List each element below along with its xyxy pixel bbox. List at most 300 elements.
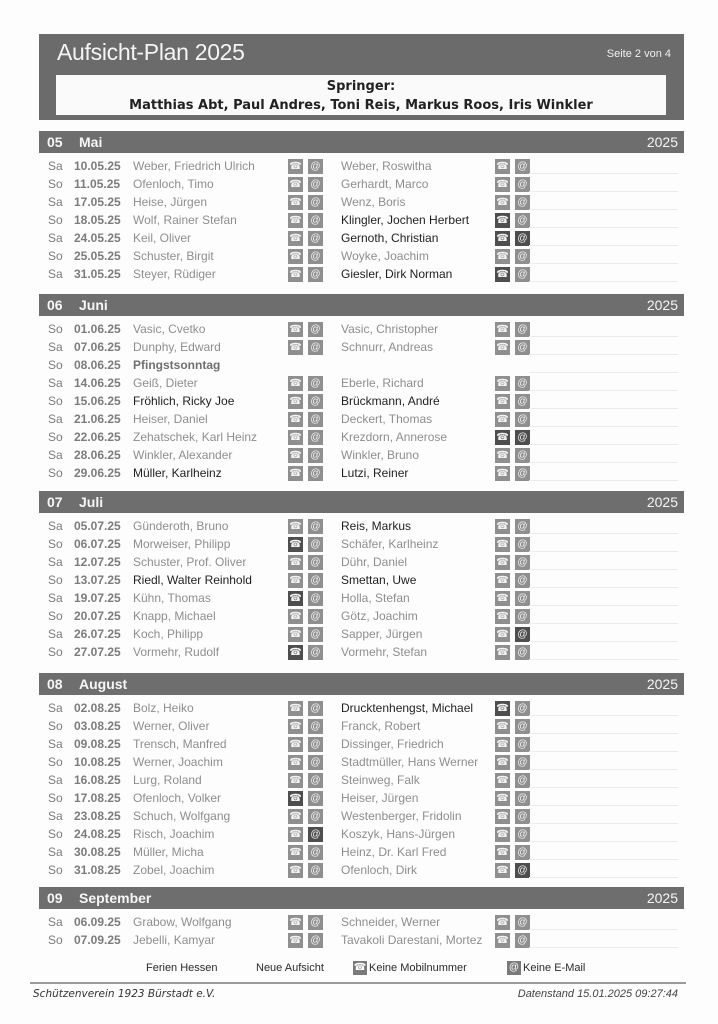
row-divider — [529, 372, 678, 373]
weekday: So — [48, 609, 63, 623]
supervisor-1: Lurg, Roland — [133, 773, 202, 787]
table-row — [39, 589, 684, 607]
month-section — [39, 294, 684, 482]
email-icon: @ — [308, 249, 323, 264]
date: 19.07.25 — [74, 591, 121, 605]
row-divider — [529, 263, 678, 264]
phone-icon: ☎ — [289, 757, 302, 768]
row-divider — [529, 733, 678, 734]
supervisor-2: Franck, Robert — [341, 719, 421, 733]
email-icon: @ — [308, 322, 323, 337]
supervisor-1: Günderoth, Bruno — [133, 519, 229, 533]
table-row — [39, 338, 684, 356]
email-icon: @ — [308, 466, 323, 481]
weekday: Sa — [48, 195, 63, 209]
date: 20.07.25 — [74, 609, 121, 623]
supervisor-2: Vormehr, Stefan — [341, 645, 428, 659]
date: 17.05.25 — [74, 195, 121, 209]
weekday: Sa — [48, 773, 63, 787]
weekday: Sa — [48, 845, 63, 859]
email-icon: @ — [308, 591, 323, 606]
row-divider — [529, 787, 678, 788]
weekday: So — [48, 645, 63, 659]
email-icon: @ — [308, 519, 323, 534]
email-icon: @ — [308, 412, 323, 427]
table-row — [39, 535, 684, 553]
table-row — [39, 753, 684, 771]
supervisor-2: Ofenloch, Dirk — [341, 863, 418, 877]
row-divider — [529, 641, 678, 642]
phone-icon: ☎ — [496, 269, 509, 280]
row-divider — [529, 191, 678, 192]
weekday: Sa — [48, 701, 63, 715]
supervisor-2: Brückmann, André — [341, 394, 440, 408]
email-icon: @ — [515, 701, 530, 716]
phone-icon: ☎ — [289, 917, 302, 928]
email-icon: @ — [308, 267, 323, 282]
phone-icon: ☎ — [496, 575, 509, 586]
weekday: Sa — [48, 627, 63, 641]
table-row — [39, 913, 684, 931]
email-icon: @ — [308, 627, 323, 642]
phone-icon: ☎ — [496, 611, 509, 622]
phone-icon: ☎ — [496, 557, 509, 568]
phone-icon: ☎ — [496, 450, 509, 461]
email-icon: @ — [515, 737, 530, 752]
phone-icon: ☎ — [289, 847, 302, 858]
springer-label: Springer: — [326, 79, 396, 94]
phone-icon: ☎ — [289, 179, 302, 190]
table-row — [39, 625, 684, 643]
supervisor-1: Winkler, Alexander — [133, 448, 233, 462]
email-icon: @ — [308, 755, 323, 770]
supervisor-1: Steyer, Rüdiger — [133, 267, 216, 281]
phone-icon: ☎ — [289, 829, 302, 840]
phone-icon: ☎ — [496, 865, 509, 876]
month-header — [39, 673, 684, 695]
springer-names: Matthias Abt, Paul Andres, Toni Reis, Markus Roos, Iris Winkler — [129, 98, 593, 113]
supervisor-2: Klingler, Jochen Herbert — [341, 213, 470, 227]
weekday: So — [48, 394, 63, 408]
table-row — [39, 464, 684, 482]
date: 25.05.25 — [74, 249, 121, 263]
table-row — [39, 247, 684, 265]
date: 24.08.25 — [74, 827, 121, 841]
phone-icon: ☎ — [289, 468, 302, 479]
phone-icon: ☎ — [289, 432, 302, 443]
email-icon: @ — [515, 827, 530, 842]
phone-icon: ☎ — [289, 593, 302, 604]
email-icon: @ — [515, 627, 530, 642]
phone-icon: ☎ — [496, 342, 509, 353]
supervisor-2: Heinz, Dr. Karl Fred — [341, 845, 447, 859]
row-divider — [529, 769, 678, 770]
page-title: Aufsicht-Plan 2025 — [57, 39, 245, 65]
date: 24.05.25 — [74, 231, 121, 245]
row-divider — [529, 227, 678, 228]
email-icon: @ — [515, 249, 530, 264]
row-divider — [529, 805, 678, 806]
table-row — [39, 717, 684, 735]
phone-icon: ☎ — [496, 215, 509, 226]
weekday: So — [48, 466, 63, 480]
supervisor-1: Kühn, Thomas — [133, 591, 211, 605]
supervisor-2: Westenberger, Fridolin — [341, 809, 462, 823]
supervisor-2: Smettan, Uwe — [341, 573, 417, 587]
date: 08.06.25 — [74, 358, 121, 372]
supervisor-1: Jebelli, Kamyar — [133, 933, 216, 947]
phone-icon: ☎ — [289, 935, 302, 946]
supervisor-1: Knapp, Michael — [133, 609, 216, 623]
row-divider — [529, 859, 678, 860]
supervisor-2: Sapper, Jürgen — [341, 627, 423, 641]
phone-icon: ☎ — [496, 233, 509, 244]
phone-icon: ☎ — [496, 703, 509, 714]
email-icon: @ — [515, 791, 530, 806]
supervisor-2: Giesler, Dirk Norman — [341, 267, 453, 281]
email-icon: @ — [515, 933, 530, 948]
email-icon: @ — [515, 177, 530, 192]
phone-icon: ☎ — [496, 775, 509, 786]
month-year: 2025 — [646, 134, 678, 150]
email-icon: @ — [308, 537, 323, 552]
date: 29.06.25 — [74, 466, 121, 480]
supervisor-2: Vasic, Christopher — [341, 322, 439, 336]
phone-icon: ☎ — [289, 611, 302, 622]
row-divider — [529, 390, 678, 391]
email-icon: @ — [308, 195, 323, 210]
table-row — [39, 789, 684, 807]
phone-icon: ☎ — [353, 962, 367, 973]
table-row — [39, 428, 684, 446]
supervisor-1: Wolf, Rainer Stefan — [133, 213, 237, 227]
email-icon: @ — [515, 340, 530, 355]
supervisor-1: Morweiser, Philipp — [133, 537, 231, 551]
table-row — [39, 193, 684, 211]
month-header — [39, 491, 684, 513]
row-divider — [529, 841, 678, 842]
weekday: Sa — [48, 555, 63, 569]
phone-icon: ☎ — [289, 703, 302, 714]
phone-icon: ☎ — [289, 197, 302, 208]
supervisor-1: Heiser, Daniel — [133, 412, 208, 426]
date: 03.08.25 — [74, 719, 121, 733]
date: 26.07.25 — [74, 627, 121, 641]
email-icon: @ — [515, 645, 530, 660]
supervisor-1: Koch, Philipp — [133, 627, 204, 641]
date: 16.08.25 — [74, 773, 121, 787]
supervisor-2: Deckert, Thomas — [341, 412, 433, 426]
row-divider — [529, 623, 678, 624]
legend-no-phone: Keine Mobilnummer — [369, 962, 467, 974]
row-divider — [529, 877, 678, 878]
email-icon: @ — [515, 519, 530, 534]
row-divider — [529, 408, 678, 409]
phone-icon: ☎ — [496, 396, 509, 407]
row-divider — [529, 533, 678, 534]
table-row — [39, 265, 684, 283]
weekday: Sa — [48, 267, 63, 281]
row-divider — [529, 823, 678, 824]
table-row — [39, 825, 684, 843]
weekday: So — [48, 791, 63, 805]
supervisor-2: Tavakoli Darestani, Mortez — [341, 933, 483, 947]
supervisor-1: Schuch, Wolfgang — [133, 809, 231, 823]
table-row — [39, 843, 684, 861]
weekday: So — [48, 863, 63, 877]
legend-new: Neue Aufsicht — [256, 962, 324, 974]
supervisor-1: Bolz, Heiko — [133, 701, 194, 715]
phone-icon: ☎ — [496, 629, 509, 640]
supervisor-1: Schuster, Prof. Oliver — [133, 555, 247, 569]
email-icon: @ — [308, 177, 323, 192]
supervisor-2: Heiser, Jürgen — [341, 791, 419, 805]
date: 01.06.25 — [74, 322, 121, 336]
month-section — [39, 491, 684, 661]
date: 22.06.25 — [74, 430, 121, 444]
table-row — [39, 229, 684, 247]
weekday: So — [48, 755, 63, 769]
table-row — [39, 553, 684, 571]
footer-divider — [30, 982, 686, 984]
phone-icon: ☎ — [289, 269, 302, 280]
month-name: Juli — [79, 494, 104, 510]
row-divider — [529, 444, 678, 445]
email-icon: @ — [515, 573, 530, 588]
supervisor-1: Zehatschek, Karl Heinz — [133, 430, 258, 444]
phone-icon: ☎ — [496, 721, 509, 732]
table-row — [39, 392, 684, 410]
phone-icon: ☎ — [496, 197, 509, 208]
weekday: So — [48, 430, 63, 444]
row-divider — [529, 605, 678, 606]
supervisor-2: Woyke, Joachim — [341, 249, 429, 263]
date: 23.08.25 — [74, 809, 121, 823]
weekday: Sa — [48, 376, 63, 390]
email-icon: @ — [308, 863, 323, 878]
row-divider — [529, 480, 678, 481]
phone-icon: ☎ — [289, 865, 302, 876]
email-icon: @ — [308, 915, 323, 930]
month-name: Mai — [79, 134, 103, 150]
row-divider — [529, 751, 678, 752]
table-row — [39, 643, 684, 661]
supervisor-2: Weber, Roswitha — [341, 159, 432, 173]
weekday: Sa — [48, 591, 63, 605]
date: 07.09.25 — [74, 933, 121, 947]
legend — [39, 960, 684, 978]
month-number: 08 — [47, 676, 63, 692]
supervisor-2: Steinweg, Falk — [341, 773, 420, 787]
month-year: 2025 — [646, 494, 678, 510]
weekday: So — [48, 213, 63, 227]
email-icon: @ — [515, 376, 530, 391]
email-icon: @ — [515, 394, 530, 409]
email-icon: @ — [515, 809, 530, 824]
month-section — [39, 131, 684, 283]
row-divider — [529, 336, 678, 337]
holiday-label: Pfingstsonntag — [133, 358, 221, 372]
supervisor-2: Schneider, Werner — [341, 915, 441, 929]
supervisor-1: Vasic, Cvetko — [133, 322, 206, 336]
email-icon: @ — [308, 159, 323, 174]
phone-icon: ☎ — [289, 324, 302, 335]
phone-icon: ☎ — [496, 739, 509, 750]
email-icon: @ — [508, 962, 520, 973]
supervisor-1: Müller, Karlheinz — [133, 466, 222, 480]
row-divider — [529, 281, 678, 282]
row-divider — [529, 173, 678, 174]
phone-icon: ☎ — [496, 414, 509, 425]
phone-icon: ☎ — [496, 539, 509, 550]
date: 18.05.25 — [74, 213, 121, 227]
email-icon: @ — [515, 845, 530, 860]
supervisor-1: Risch, Joachim — [133, 827, 215, 841]
date: 06.09.25 — [74, 915, 121, 929]
supervisor-1: Weber, Friedrich Ulrich — [133, 159, 255, 173]
date: 21.06.25 — [74, 412, 121, 426]
weekday: So — [48, 827, 63, 841]
month-section — [39, 673, 684, 879]
phone-icon: ☎ — [496, 324, 509, 335]
email-icon: @ — [515, 213, 530, 228]
phone-icon: ☎ — [289, 629, 302, 640]
supervisor-2: Reis, Markus — [341, 519, 412, 533]
phone-icon: ☎ — [289, 521, 302, 532]
email-icon: @ — [308, 809, 323, 824]
phone-icon: ☎ — [289, 161, 302, 172]
email-icon: @ — [515, 555, 530, 570]
weekday: Sa — [48, 412, 63, 426]
table-row — [39, 356, 684, 374]
month-number: 07 — [47, 494, 63, 510]
phone-icon: ☎ — [289, 396, 302, 407]
row-divider — [529, 715, 678, 716]
weekday: So — [48, 358, 63, 372]
row-divider — [529, 947, 678, 948]
email-icon: @ — [515, 915, 530, 930]
phone-icon: ☎ — [289, 811, 302, 822]
phone-icon: ☎ — [289, 539, 302, 550]
row-divider — [529, 462, 678, 463]
date: 09.08.25 — [74, 737, 121, 751]
supervisor-2: Dühr, Daniel — [341, 555, 408, 569]
supervisor-2: Götz, Joachim — [341, 609, 418, 623]
phone-icon: ☎ — [496, 251, 509, 262]
supervisor-2: Dissinger, Friedrich — [341, 737, 444, 751]
table-row — [39, 735, 684, 753]
email-icon: @ — [515, 412, 530, 427]
phone-icon: ☎ — [496, 593, 509, 604]
weekday: Sa — [48, 448, 63, 462]
legend-no-mail: Keine E-Mail — [523, 962, 586, 974]
date: 13.07.25 — [74, 573, 121, 587]
date: 17.08.25 — [74, 791, 121, 805]
supervisor-2: Drucktenhengst, Michael — [341, 701, 474, 715]
phone-icon: ☎ — [289, 450, 302, 461]
email-icon: @ — [515, 195, 530, 210]
phone-icon: ☎ — [496, 432, 509, 443]
table-row — [39, 771, 684, 789]
row-divider — [529, 354, 678, 355]
supervisor-2: Wenz, Boris — [341, 195, 406, 209]
phone-icon: ☎ — [496, 179, 509, 190]
phone-icon: ☎ — [289, 251, 302, 262]
date: 02.08.25 — [74, 701, 121, 715]
email-icon: @ — [515, 322, 530, 337]
table-row — [39, 211, 684, 229]
phone-icon: ☎ — [496, 793, 509, 804]
email-icon: @ — [308, 376, 323, 391]
email-icon: @ — [308, 719, 323, 734]
supervisor-1: Ofenloch, Volker — [133, 791, 222, 805]
email-icon: @ — [308, 609, 323, 624]
phone-icon: ☎ — [289, 342, 302, 353]
table-row — [39, 571, 684, 589]
weekday: So — [48, 249, 63, 263]
date: 07.06.25 — [74, 340, 121, 354]
table-row — [39, 175, 684, 193]
supervisor-1: Zobel, Joachim — [133, 863, 215, 877]
phone-icon: ☎ — [289, 793, 302, 804]
phone-icon: ☎ — [289, 775, 302, 786]
weekday: So — [48, 573, 63, 587]
email-icon: @ — [308, 231, 323, 246]
phone-icon: ☎ — [289, 647, 302, 658]
supervisor-1: Riedl, Walter Reinhold — [133, 573, 252, 587]
phone-icon: ☎ — [496, 378, 509, 389]
supervisor-1: Keil, Oliver — [133, 231, 192, 245]
supervisor-1: Werner, Joachim — [133, 755, 223, 769]
weekday: Sa — [48, 159, 63, 173]
email-icon: @ — [515, 863, 530, 878]
supervisor-2: Schäfer, Karlheinz — [341, 537, 439, 551]
email-icon: @ — [308, 773, 323, 788]
phone-icon: ☎ — [496, 847, 509, 858]
month-name: September — [79, 890, 152, 906]
supervisor-1: Dunphy, Edward — [133, 340, 221, 354]
email-icon: @ — [515, 448, 530, 463]
month-header — [39, 131, 684, 153]
table-row — [39, 861, 684, 879]
table-row — [39, 931, 684, 949]
weekday: Sa — [48, 809, 63, 823]
date: 30.08.25 — [74, 845, 121, 859]
row-divider — [529, 209, 678, 210]
email-icon: @ — [515, 231, 530, 246]
legend-holidays: Ferien Hessen — [146, 962, 218, 974]
row-divider — [529, 659, 678, 660]
phone-icon: ☎ — [496, 811, 509, 822]
row-divider — [529, 569, 678, 570]
date: 14.06.25 — [74, 376, 121, 390]
supervisor-1: Müller, Micha — [133, 845, 204, 859]
weekday: Sa — [48, 519, 63, 533]
email-icon: @ — [515, 466, 530, 481]
date: 10.05.25 — [74, 159, 121, 173]
phone-icon: ☎ — [289, 378, 302, 389]
phone-icon: ☎ — [289, 215, 302, 226]
table-row — [39, 446, 684, 464]
phone-icon: ☎ — [289, 414, 302, 425]
table-row — [39, 157, 684, 175]
weekday: So — [48, 177, 63, 191]
row-divider — [529, 551, 678, 552]
date: 31.05.25 — [74, 267, 121, 281]
supervisor-2: Winkler, Bruno — [341, 448, 420, 462]
supervisor-1: Grabow, Wolfgang — [133, 915, 232, 929]
email-icon: @ — [308, 827, 323, 842]
